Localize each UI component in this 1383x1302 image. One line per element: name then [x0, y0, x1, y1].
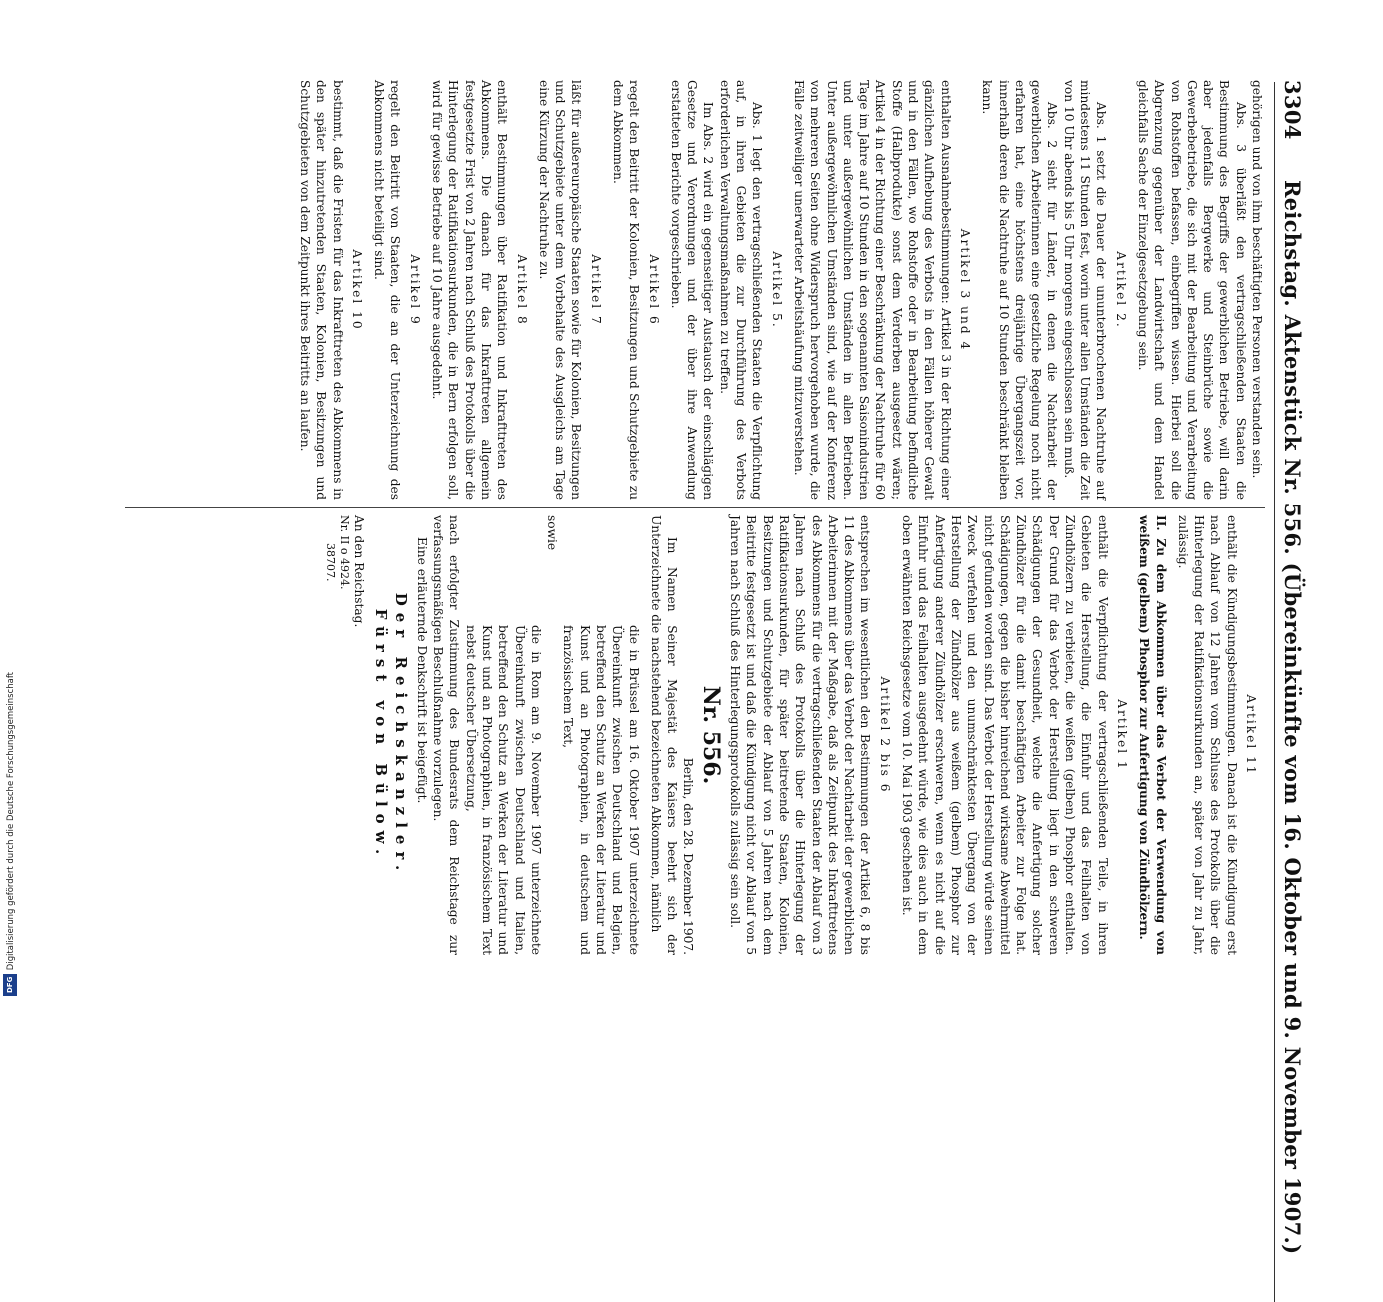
- paragraph: enthält Bestimmungen über Ratifikation und Inkrafttreten des Abkommens. Die danach für das Inkrafttreten allgemein festgesetzte Frist von 2 Jahren nach Schluß des Protokolls über die Hinterlegung der Ratifikationsurkunden, die in Bern erfolgen soll, wird für gewisse Betriebe auf 10 Jahre ausgedehnt.: [430, 80, 510, 500]
- paragraph: die in Brüssel am 16. Oktober 1907 unterzeichnete Übereinkunft zwischen Deutschland und Belgien, betreffend den Schutz an Werken der Literatur und Kunst und an Photographien, in deutschem und französischem Text,: [561, 625, 641, 955]
- page-header: [1273, 80, 1313, 1255]
- article-heading: Artikel 2.: [1113, 251, 1128, 329]
- section-heading: II. Zu dem Abkommen über das Verbot der Verwendung von weißem (gelbem) Phosphor zur Anfertigung von Zündhölzern.: [1137, 515, 1168, 955]
- paragraph: enthält die Verpflichtung der vertragschließenden Teile, in ihren Gebieten die Herstellung, die Einfuhr und das Feilhalten von Zündhölzern zu verbieten, die weißen (gelben) Phosphor enthalten. Der Grund für das Verbot der Herstellung liegt in den schweren Schädigungen der Gesundheit, welche die Anfertigung solcher Zündhölzer für die damit beschäftigten Arbeiter zur Folge hat. Schädigungen, gegen die bisher hinreichend wirksame Abwehrmittel nicht gefunden worden sind. Das Verbot der Herstellung würde seinen Zweck verfehlen und den unumschränktesten Übergang von der Herstellung der Zündhölzer aus weißem (gelbem) Phosphor zur Anfertigung anderer Zündhölzer erschweren, wenn es nicht auf die Einfuhr und das Feilhalten ausgedehnt würde, wie dies auch in dem oben erwähnten Reichsgesetze vom 10. Mai 1903 geschehen ist.: [900, 515, 1110, 955]
- article-heading: Artikel 8: [514, 254, 529, 326]
- funding-strip: [0, 0, 24, 1000]
- document-number: Nr. 556.: [697, 685, 724, 785]
- left-column: [297, 80, 1265, 500]
- paragraph: bestimmt, daß die Fristen für das Inkrafttreten des Abkommens in den später hinzutretenden Staaten, Kolonien, Besitzungen und Schutzgebieten von dem Zeitpunkt ihres Beitritts an laufen.: [297, 80, 345, 500]
- paragraph: regelt den Beitritt von Staaten, die an der Unterzeichnung des Abkommens nicht beteiligt sind.: [372, 80, 403, 500]
- paragraph: enthält die Kündigungsbestimmungen. Danach ist die Kündigung erst nach Ablauf von 12 Jahren vom Schlusse des Protokolls über die Hinterlegung der Ratifikationsurkunden an, später von Jahr zu Jahr, zulässig.: [1175, 515, 1239, 955]
- page-number: 3304: [1280, 80, 1305, 140]
- paragraph: nach erfolgter Zustimmung des Bundesrats dem Reichstage zur verfassungsmäßigen Beschlußnahme vorzulegen.: [431, 515, 462, 955]
- article-heading: Artikel 1: [1114, 699, 1129, 771]
- paragraph: Abs. 1 legt den vertragschließenden Staaten die Verpflichtung auf, in ihren Gebieten die zur Durchführung des Verbots erforderlichen Verwaltungsmaßnahmen zu treffen.: [717, 80, 765, 500]
- page-title: Reichstag. Aktenstück Nr. 556. (Übereinkünfte vom 16. Oktober und 9. November 1907.): [1280, 180, 1305, 1255]
- paragraph: regelt den Beitritt der Kolonien, Besitzungen und Schutzgebiete zu dem Abkommen.: [611, 80, 642, 500]
- article-heading: Artikel 11: [1244, 694, 1258, 776]
- paragraph: Abs. 3 überläßt den vertragschließenden Staaten die Bestimmung des Begriffs der gewerblichen Betriebe, will darin aber jedenfalls Bergwerke und Steinbrüche sowie die Gewerbebetriebe, die sich mit der Bearbeitung und Verarbeitung von Rohstoffen befassen, einbegriffen wissen. Hierbei soll die Abgrenzung gegenüber der Landwirtschaft und dem Handel gleichfalls Sache der Einzelgesetzgebung sein.: [1135, 80, 1248, 500]
- signature-name: Fürst von Bülow.: [372, 608, 391, 862]
- article-heading: Artikel 6: [646, 254, 661, 326]
- paragraph: entsprechen im wesentlichen den Bestimmungen der Artikel 6, 8 bis 11 des Abkommens über das Verbot der Nachtarbeit der gewerblichen Arbeiterinnen mit der Maßgabe, daß als Zeitpunkt des Inkrafttretens des Abkommens für die vertragschließenden Staaten der Ablauf von 3 Jahren nach Schluß des Protokolls über die Hinterlegung der Ratifikationsurkunden, für später beitretende Staaten, Kolonien, Besitzungen und Schutzgebiete der Ablauf von 5 Jahren nach dem Beitritte festgesetzt ist und daß die Kündigung nicht vor Ablauf von 5 Jahren nach Schluß des Hinterlegungsprotokolls zulässig sein soll.: [728, 515, 873, 955]
- paragraph: die in Rom am 9. November 1907 unterzeichnete Übereinkunft zwischen Deutschland und Italien, betreffend den Schutz an Werken der Literatur und Kunst und an Photographien, in französischem Text nebst deutscher Übersetzung,: [463, 625, 543, 955]
- signature-title: Der Reichskanzler.: [392, 592, 411, 878]
- connector-word: sowie: [545, 515, 560, 551]
- paragraph: enthalten Ausnahmebestimmungen: Artikel 3 in der Richtung einer gänzlichen Aufhebung des Verbots in den Fällen höherer Gewalt und in den Fällen, wo Rohstoffe oder in Bearbeitung befindliche Stoffe (Halbprodukte) sonst dem Verderben ausgesetzt wären; Artikel 4 in der Richtung einer Beschränkung der Nachtruhe für 60 Tage im Jahre auf 10 Stunden in den sogenannten Saisonindustrien und unter außergewöhnlichen Umständen in allen Betrieben. Unter außergewöhnlichen Umständen sind, wie auf der Konferenz von mehreren Seiten ohne Widerspruch hervorgehoben wurde, die Fälle zeitweiliger unerwarteter Arbeitshäufung mitzuverstehen.: [791, 80, 953, 500]
- paragraph: Im Namen Seiner Majestät des Kaisers beehrt sich der Unterzeichnete die nachstehend bezeichneten Abkommen, nämlich: [648, 515, 680, 955]
- paragraph: Im Abs. 2 wird ein gegenseitiger Austausch der einschlägigen Gesetze und Verordnungen und der über ihre Anwendung erstatteten Berichte vorgeschrieben.: [668, 80, 716, 500]
- reference-number: Nr. II o 4924.: [337, 515, 351, 590]
- paragraph: Abs. 1 setzt die Dauer der ununterbrochenen Nachtruhe auf mindestens 11 Stunden fest, worin unter allen Umständen die Zeit von 10 Uhr abends bis 5 Uhr morgens eingeschlossen sein muß.: [1061, 80, 1109, 500]
- header-rule: [1274, 82, 1275, 1302]
- paragraph: läßt für außereuropäische Staaten sowie für Kolonien, Besitzungen und Schutzgebiete unter dem Vorbehalte des Ausgleichs am Tage eine Kürzung der Nachtruhe zu.: [536, 80, 584, 500]
- addressee: An den Reichstag.: [351, 515, 366, 628]
- funding-note: Digitalisierung gefördert durch die Deutsche Forschungsgemeinschaft: [6, 671, 16, 970]
- paragraph: gehörigen und von ihm beschäftigten Personen verstanden sein.: [1250, 80, 1264, 479]
- paragraph: Eine erläuternde Denkschrift ist beigefügt.: [414, 537, 429, 804]
- article-heading: Artikel 9: [407, 254, 422, 326]
- dfg-logo: DFG: [3, 974, 17, 996]
- article-heading: Artikel 2 bis 6: [877, 676, 892, 794]
- article-heading: Artikel 3 und 4: [957, 228, 972, 352]
- article-heading: Artikel 10: [349, 249, 364, 331]
- article-heading: Artikel 7: [588, 254, 603, 326]
- date-line: Berlin, den 28. Dezember 1907.: [681, 757, 696, 955]
- right-column: [323, 515, 1265, 955]
- column-divider: [125, 507, 1265, 508]
- reference-number: 38707.: [323, 543, 337, 582]
- paragraph: Abs. 2 sieht für Länder, in denen die Nachtarbeit der gewerblichen Arbeiterinnen eine gesetzliche Regelung noch nicht erfahren hat, eine höchstens dreijährige Übergangszeit vor, innerhalb deren die Nachtruhe auf 10 Stunden beschränkt bleiben kann.: [980, 80, 1060, 500]
- article-heading: Artikel 5.: [769, 251, 784, 329]
